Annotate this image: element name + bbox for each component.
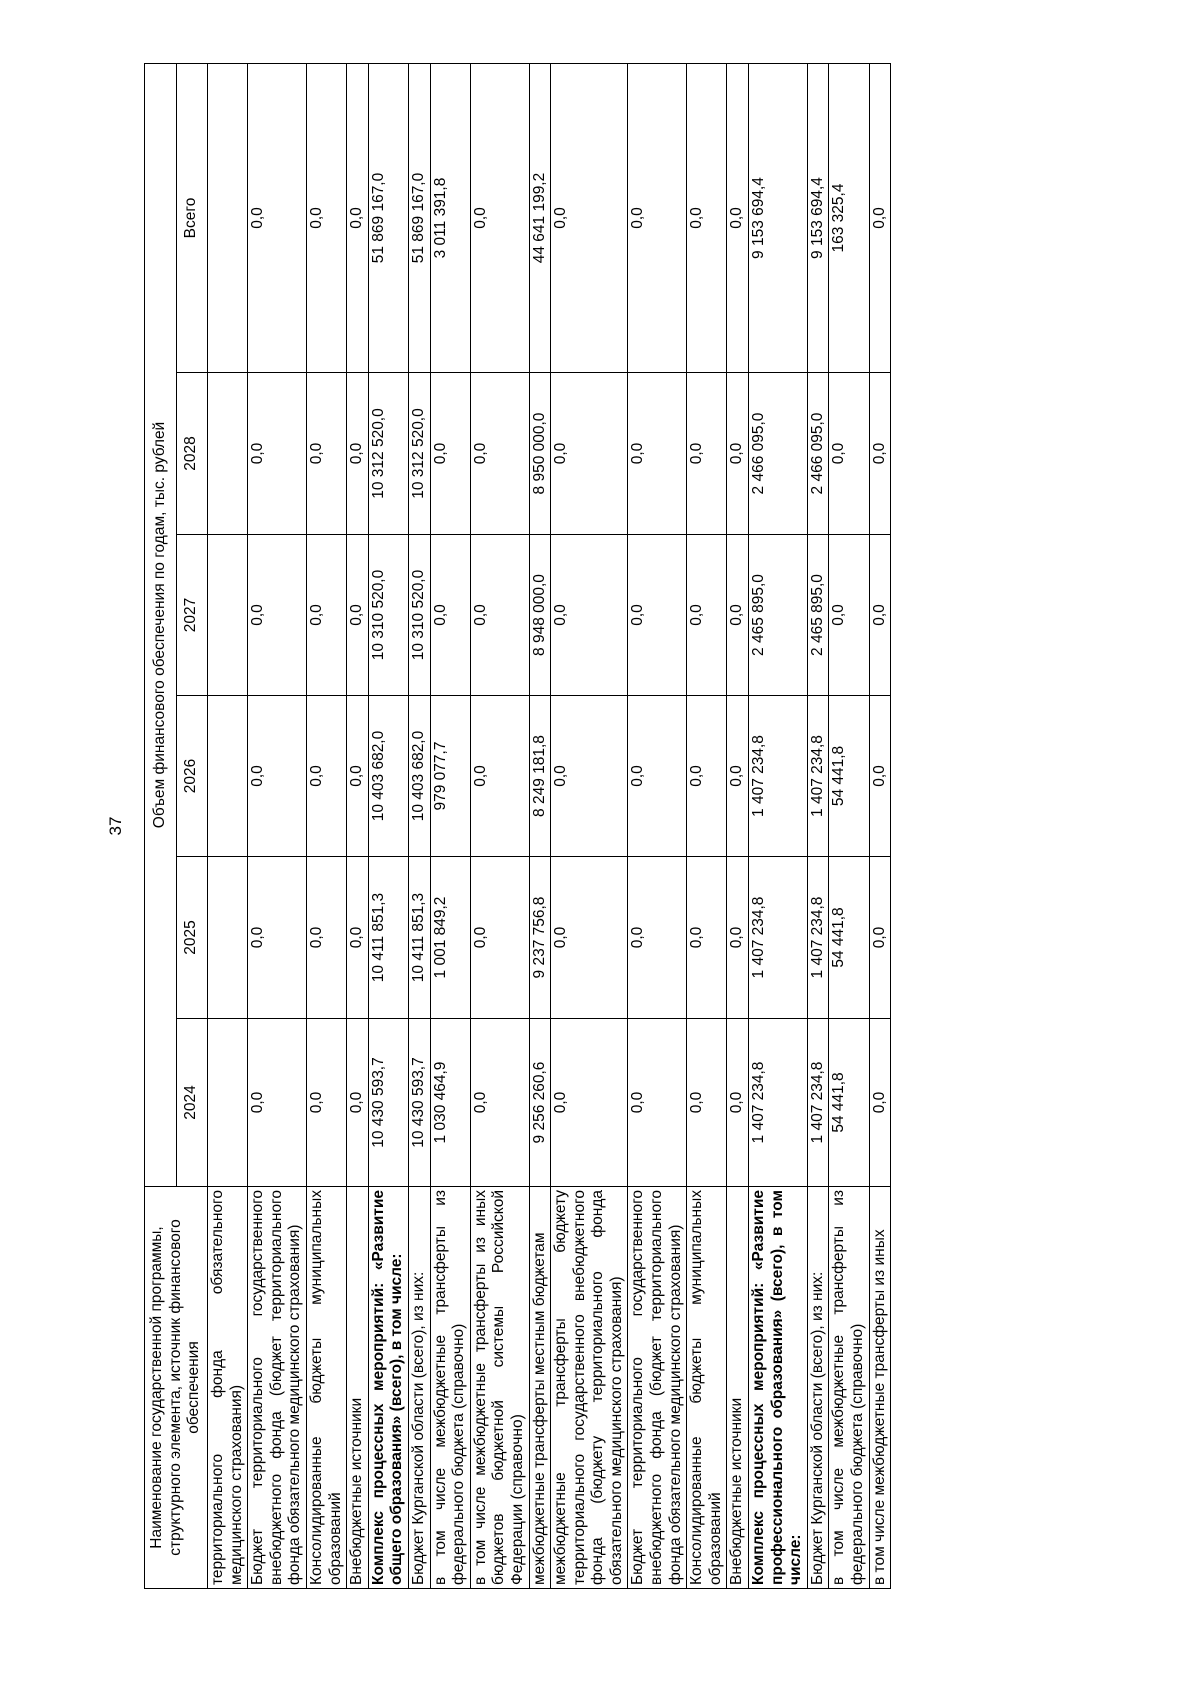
table-row [470, 64, 529, 1589]
row-value: 0,0 [347, 696, 369, 857]
row-value: 0,0 [347, 64, 369, 373]
table-row [687, 64, 727, 1589]
table-body [208, 64, 891, 1589]
row-value: 0,0 [430, 373, 470, 535]
row-value: 51 869 167,0 [368, 64, 408, 373]
row-value: 0,0 [829, 535, 869, 696]
row-value: 0,0 [869, 64, 891, 373]
row-value: 0,0 [869, 696, 891, 857]
row-value: 44 641 199,2 [529, 64, 551, 373]
row-value: 0,0 [551, 696, 628, 857]
row-value: 10 312 520,0 [408, 373, 430, 535]
row-value: 0,0 [347, 857, 369, 1019]
table-row [628, 64, 687, 1589]
row-value: 0,0 [248, 1019, 307, 1187]
row-value: 0,0 [248, 373, 307, 535]
row-value: 2 465 895,0 [807, 535, 829, 696]
row-name: в том числе межбюджетные трансферты из федерального бюджета (справочно) [829, 1187, 869, 1589]
row-value: 0,0 [347, 373, 369, 535]
row-value [208, 64, 248, 373]
header-year-0: 2024 [176, 1019, 208, 1187]
row-name: Комплекс процессных мероприятий: «Развитие профессионального образования» (всего), в том числе: [749, 1187, 808, 1589]
row-value: 0,0 [727, 64, 749, 373]
financing-table [144, 63, 891, 1589]
row-value [208, 857, 248, 1019]
row-value: 54 441,8 [829, 696, 869, 857]
row-value: 8 948 000,0 [529, 535, 551, 696]
row-value: 10 403 682,0 [368, 696, 408, 857]
table-row [408, 64, 430, 1589]
row-value: 0,0 [551, 857, 628, 1019]
row-value: 0,0 [727, 535, 749, 696]
row-value: 1 030 464,9 [430, 1019, 470, 1187]
row-value: 0,0 [470, 535, 529, 696]
row-value: 0,0 [248, 857, 307, 1019]
row-value: 0,0 [869, 373, 891, 535]
row-value: 10 411 851,3 [408, 857, 430, 1019]
row-value: 0,0 [628, 1019, 687, 1187]
row-value: 1 001 849,2 [430, 857, 470, 1019]
row-value: 0,0 [306, 1019, 346, 1187]
header-financing-group: Объем финансового обеспечения по годам, тыс. рублей [145, 64, 177, 1187]
row-value: 0,0 [470, 64, 529, 373]
row-value: 54 441,8 [829, 1019, 869, 1187]
row-value: 8 950 000,0 [529, 373, 551, 535]
row-value: 0,0 [727, 1019, 749, 1187]
row-value: 0,0 [727, 857, 749, 1019]
row-value: 2 465 895,0 [749, 535, 808, 696]
row-value: 10 430 593,7 [368, 1019, 408, 1187]
row-value: 0,0 [306, 64, 346, 373]
row-value: 0,0 [551, 373, 628, 535]
row-value: 0,0 [687, 373, 727, 535]
row-value: 0,0 [306, 857, 346, 1019]
row-name: Внебюджетные источники [347, 1187, 369, 1589]
row-value: 0,0 [347, 535, 369, 696]
row-value [208, 373, 248, 535]
rotated-page-content [144, 64, 1176, 1589]
header-year-5: Всего [176, 64, 208, 373]
row-name: Комплекс процессных мероприятий: «Развитие общего образования» (всего), в том числе: [368, 1187, 408, 1589]
row-value: 979 077,7 [430, 696, 470, 857]
row-value: 9 237 756,8 [529, 857, 551, 1019]
row-value: 1 407 234,8 [749, 1019, 808, 1187]
table-row [208, 64, 248, 1589]
header-row-top [145, 64, 177, 1589]
row-name: Консолидированные бюджеты муниципальных образований [687, 1187, 727, 1589]
page-number: 37 [106, 816, 125, 836]
row-value: 54 441,8 [829, 857, 869, 1019]
row-value: 3 011 391,8 [430, 64, 470, 373]
row-value: 163 325,4 [829, 64, 869, 373]
table-row [727, 64, 749, 1589]
table-row [430, 64, 470, 1589]
row-value: 9 256 260,6 [529, 1019, 551, 1187]
row-value: 0,0 [248, 696, 307, 857]
header-name-column: Наименование государственной программы, структурного элемента, источник финансового обеспечения [145, 1187, 208, 1589]
row-value: 0,0 [248, 64, 307, 373]
row-value: 0,0 [628, 857, 687, 1019]
row-value: 0,0 [306, 696, 346, 857]
header-year-3: 2027 [176, 535, 208, 696]
row-value: 10 312 520,0 [368, 373, 408, 535]
row-value: 0,0 [829, 373, 869, 535]
table-row [869, 64, 891, 1589]
table-row [551, 64, 628, 1589]
row-value: 0,0 [687, 1019, 727, 1187]
row-value: 0,0 [470, 857, 529, 1019]
table-row [749, 64, 808, 1589]
row-value: 0,0 [430, 535, 470, 696]
row-value: 10 411 851,3 [368, 857, 408, 1019]
table-row [248, 64, 307, 1589]
row-value: 9 153 694,4 [807, 64, 829, 373]
row-value: 0,0 [687, 857, 727, 1019]
row-value: 0,0 [869, 1019, 891, 1187]
header-year-4: 2028 [176, 373, 208, 535]
row-value: 0,0 [628, 64, 687, 373]
row-value: 0,0 [727, 373, 749, 535]
row-name: в том числе межбюджетные трансферты из иных [869, 1187, 891, 1589]
row-value [208, 535, 248, 696]
row-value: 0,0 [347, 1019, 369, 1187]
row-value: 0,0 [470, 373, 529, 535]
row-value: 0,0 [727, 696, 749, 857]
row-value: 1 407 234,8 [807, 1019, 829, 1187]
row-value: 1 407 234,8 [749, 857, 808, 1019]
row-value [208, 696, 248, 857]
table-row [529, 64, 551, 1589]
row-value: 9 153 694,4 [749, 64, 808, 373]
table-row [807, 64, 829, 1589]
row-value: 10 310 520,0 [408, 535, 430, 696]
row-value: 0,0 [306, 535, 346, 696]
row-value: 0,0 [628, 535, 687, 696]
row-value: 0,0 [551, 535, 628, 696]
header-year-1: 2025 [176, 857, 208, 1019]
table-row [368, 64, 408, 1589]
row-value: 0,0 [551, 64, 628, 373]
row-name: Бюджет территориального государственного внебюджетного фонда (бюджет территориального фонда обязательного медицинского страхования) [248, 1187, 307, 1589]
row-value: 1 407 234,8 [749, 696, 808, 857]
row-name: в том числе межбюджетные трансферты из федерального бюджета (справочно) [430, 1187, 470, 1589]
row-value: 0,0 [306, 373, 346, 535]
row-name: территориального фонда обязательного медицинского страхования) [208, 1187, 248, 1589]
row-name: в том числе межбюджетные трансферты из иных бюджетов бюджетной системы Российской Федерации (справочно) [470, 1187, 529, 1589]
row-value: 0,0 [551, 1019, 628, 1187]
row-value: 10 310 520,0 [368, 535, 408, 696]
header-year-2: 2026 [176, 696, 208, 857]
table-row [306, 64, 346, 1589]
row-value: 10 403 682,0 [408, 696, 430, 857]
row-value: 10 430 593,7 [408, 1019, 430, 1187]
row-name: Бюджет территориального государственного внебюджетного фонда (бюджет территориального фонда обязательного медицинского страхования) [628, 1187, 687, 1589]
row-value: 0,0 [470, 696, 529, 857]
row-name: межбюджетные трансферты бюджету территориального государственного внебюджетного фонда (бюджету территориального фонда обязательного медицинского страхования) [551, 1187, 628, 1589]
row-name: Бюджет Курганской области (всего), из них: [408, 1187, 430, 1589]
row-name: Внебюджетные источники [727, 1187, 749, 1589]
row-value: 1 407 234,8 [807, 857, 829, 1019]
row-name: Консолидированные бюджеты муниципальных образований [306, 1187, 346, 1589]
row-value: 51 869 167,0 [408, 64, 430, 373]
table-row [829, 64, 869, 1589]
row-name: межбюджетные трансферты местным бюджетам [529, 1187, 551, 1589]
row-value: 0,0 [628, 696, 687, 857]
row-value: 1 407 234,8 [807, 696, 829, 857]
row-value: 0,0 [687, 696, 727, 857]
row-value: 0,0 [687, 535, 727, 696]
table-row [347, 64, 369, 1589]
row-value: 0,0 [470, 1019, 529, 1187]
row-value: 0,0 [248, 535, 307, 696]
row-value [208, 1019, 248, 1187]
row-value: 0,0 [869, 535, 891, 696]
row-value: 2 466 095,0 [807, 373, 829, 535]
row-value: 0,0 [687, 64, 727, 373]
row-value: 0,0 [869, 857, 891, 1019]
row-value: 2 466 095,0 [749, 373, 808, 535]
row-value: 8 249 181,8 [529, 696, 551, 857]
row-value: 0,0 [628, 373, 687, 535]
row-name: Бюджет Курганской области (всего), из них: [807, 1187, 829, 1589]
